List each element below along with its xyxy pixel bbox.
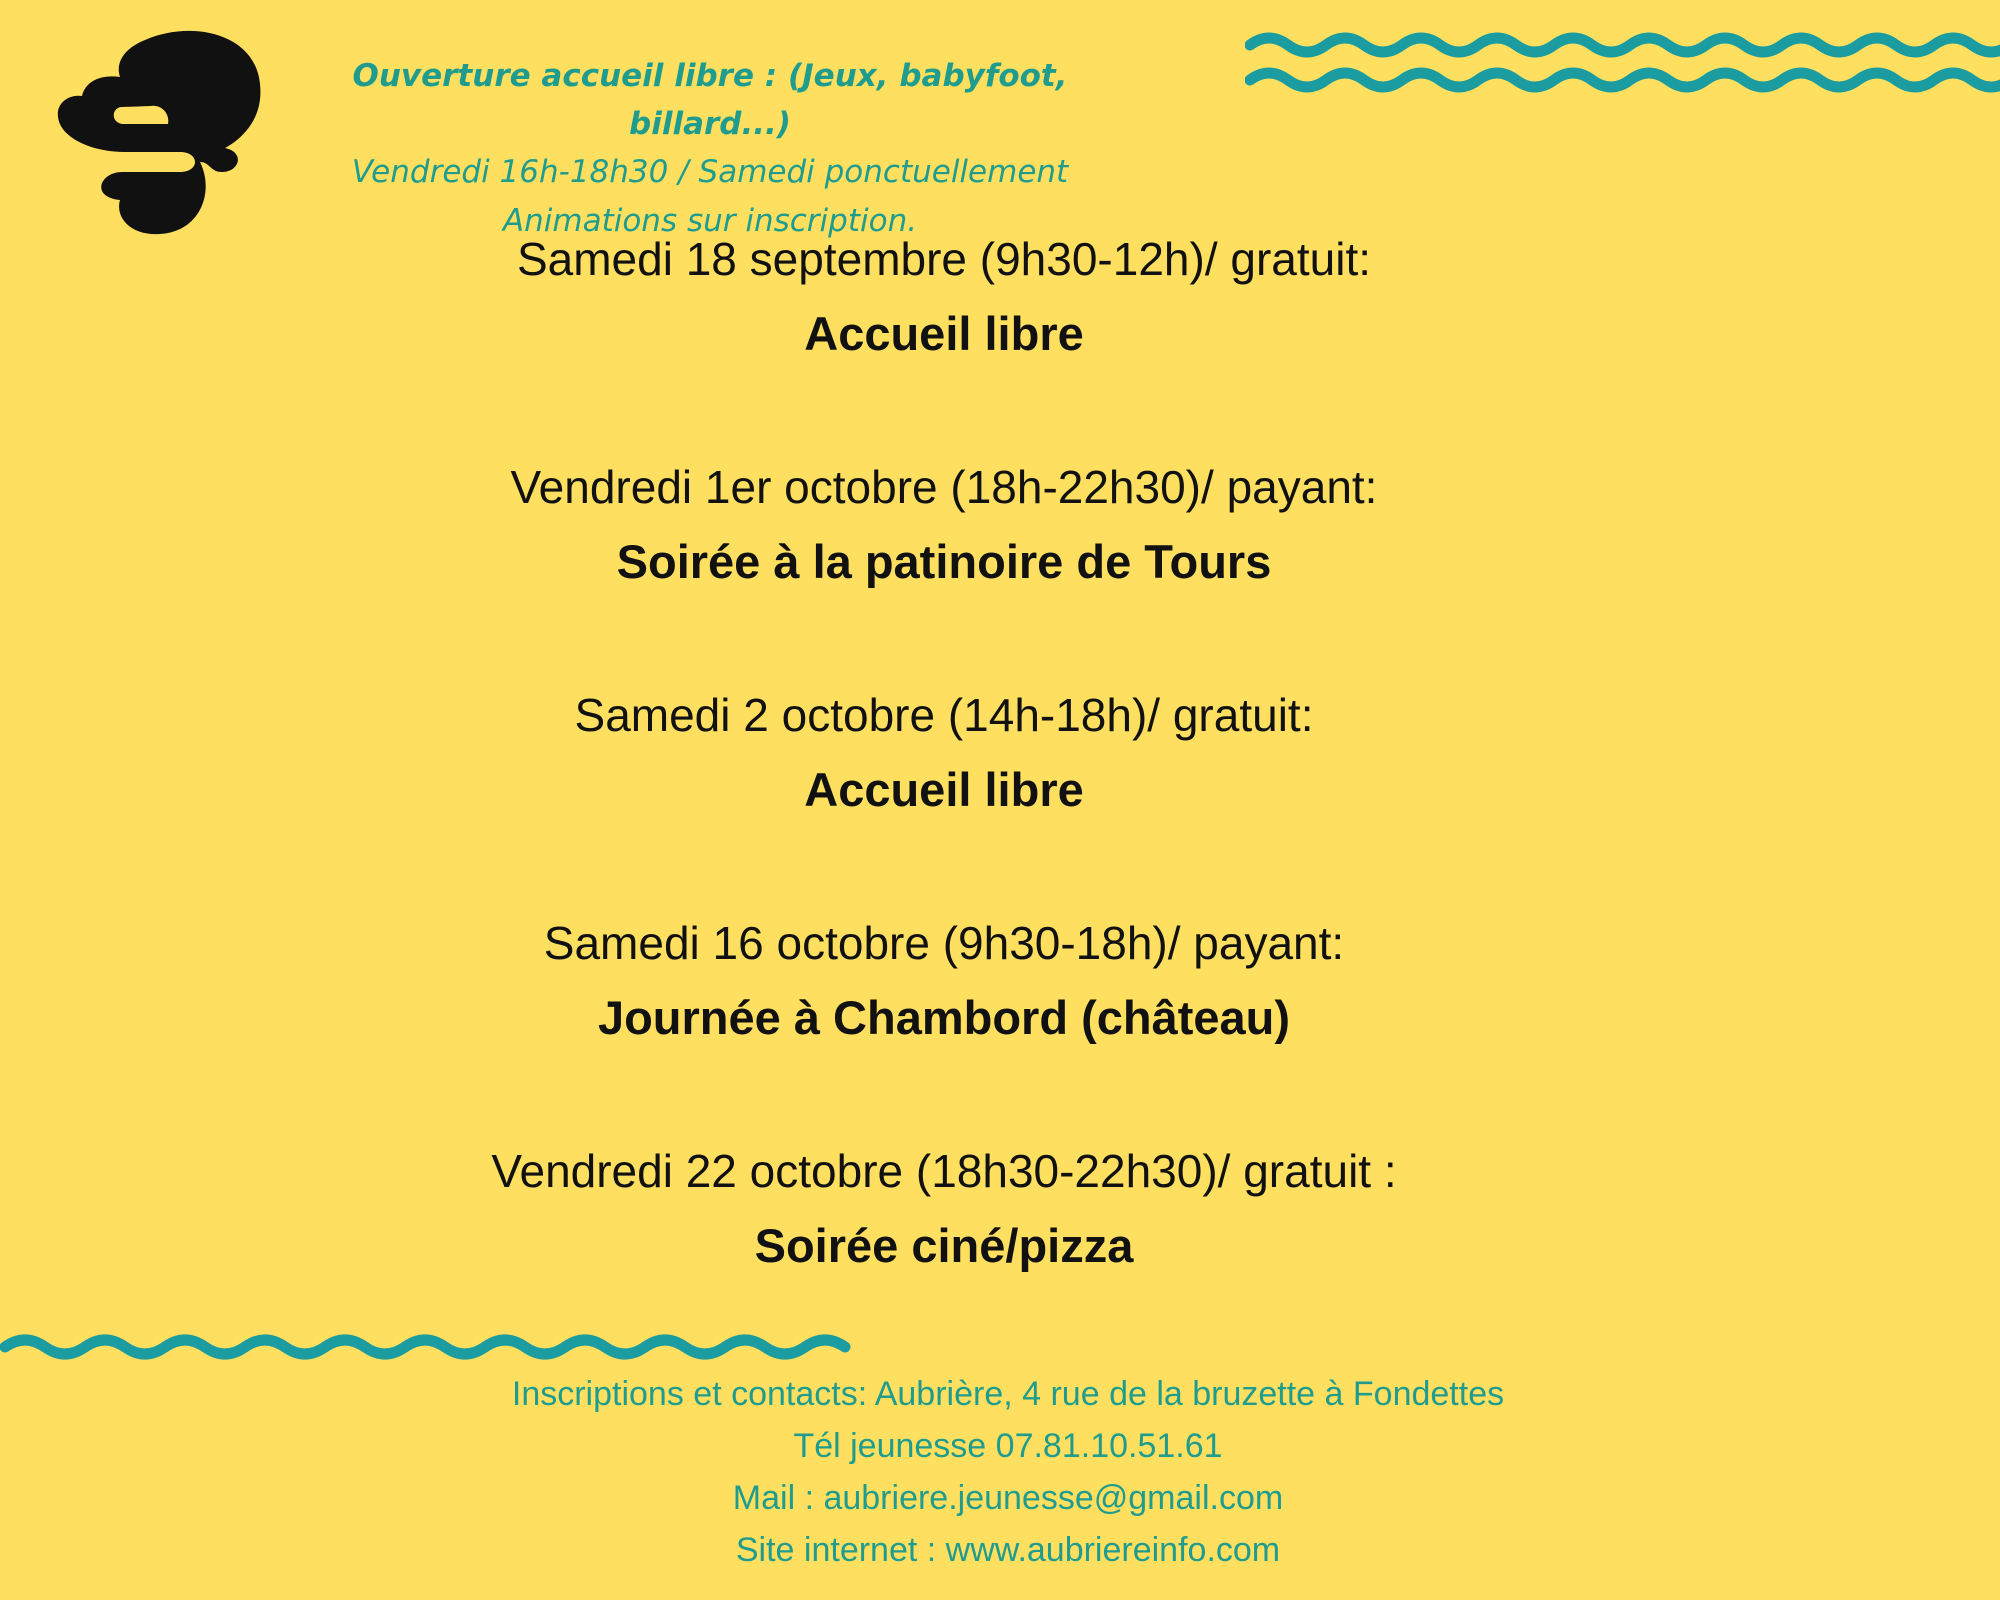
- contact-phone: Tél jeunesse 07.81.10.51.61: [793, 1427, 1223, 1465]
- event-item: [300, 681, 1588, 909]
- events-list: [300, 225, 1588, 1365]
- contacts-footer: [300, 1368, 1716, 1576]
- wave-decoration: [1245, 30, 2000, 110]
- event-item: [300, 909, 1588, 1137]
- opening-hours-header: [280, 52, 1140, 246]
- contact-website: Site internet : www.aubriereinfo.com: [735, 1531, 1281, 1569]
- event-item: [300, 453, 1588, 681]
- header-line-schedule: Vendredi 16h-18h30 / Samedi ponctuellement: [351, 154, 1069, 190]
- event-date: Samedi 16 octobre (9h30-18h)/ payant:: [543, 917, 1345, 969]
- event-date: Samedi 18 septembre (9h30-12h)/ gratuit:: [516, 233, 1372, 285]
- event-item: [300, 1137, 1588, 1365]
- contact-address: Inscriptions et contacts: Aubrière, 4 rue de la bruzette à Fondettes: [511, 1375, 1505, 1413]
- aubriere-logo-icon: [50, 22, 270, 242]
- event-date: Samedi 2 octobre (14h-18h)/ gratuit:: [574, 689, 1314, 741]
- contact-mail: Mail : aubriere.jeunesse@gmail.com: [732, 1479, 1284, 1517]
- header-line-registration: Animations sur inscription.: [502, 203, 918, 239]
- event-title: Accueil libre: [804, 763, 1084, 816]
- event-date: Vendredi 22 octobre (18h30-22h30)/ gratuit :: [491, 1145, 1397, 1197]
- event-item: [300, 225, 1588, 453]
- event-title: Journée à Chambord (château): [597, 991, 1291, 1044]
- event-title: Accueil libre: [804, 307, 1084, 360]
- event-title: Soirée ciné/pizza: [754, 1219, 1134, 1272]
- event-title: Soirée à la patinoire de Tours: [616, 535, 1272, 588]
- header-line-opening: Ouverture accueil libre : (Jeux, babyfoot, billard...): [352, 58, 1068, 142]
- event-date: Vendredi 1er octobre (18h-22h30)/ payant:: [510, 461, 1378, 513]
